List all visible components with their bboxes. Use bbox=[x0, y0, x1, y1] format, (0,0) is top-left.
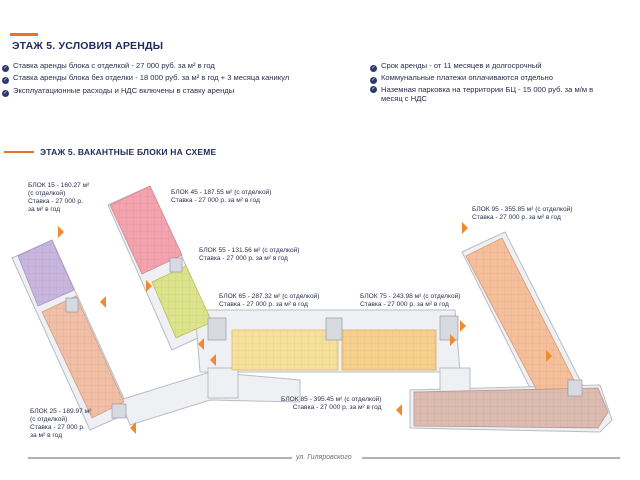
block-85-label: БЛОК 85 - 395.45 м² (с отделкой) Ставка - 27 000 р. за м² в год bbox=[281, 396, 382, 411]
block-65-area bbox=[232, 330, 338, 370]
block-75-label: БЛОК 75 - 243.98 м² (с отделкой) Ставка - 27 000 р. за м² в год bbox=[360, 293, 461, 308]
check-bullet-icon: ✓ bbox=[371, 86, 376, 92]
block-95-area bbox=[466, 238, 578, 404]
check-bullet-icon: ✓ bbox=[371, 65, 376, 71]
condition-item: ✓ Срок аренды - от 11 месяцев и долгосрочный bbox=[371, 61, 542, 71]
conditions-title: ЭТАЖ 5. УСЛОВИЯ АРЕНДЫ bbox=[12, 40, 164, 52]
check-bullet-icon: ✓ bbox=[3, 65, 8, 71]
block-25-area bbox=[42, 296, 124, 418]
condition-item: ✓ Ставка аренды блока без отделки - 18 000 руб. за м² в год + 3 месяца каникул bbox=[3, 73, 290, 83]
check-bullet-icon: ✓ bbox=[3, 77, 8, 83]
condition-item: ✓ Ставка аренды блока с отделкой - 27 000 руб. за м² в год bbox=[3, 61, 215, 71]
block-95-label: БЛОК 95 - 355.85 м² (с отделкой) Ставка - 27 000 р. за м² в год bbox=[472, 206, 573, 221]
vacant-title: ЭТАЖ 5. ВАКАНТНЫЕ БЛОКИ НА СХЕМЕ bbox=[40, 147, 217, 157]
block-25-label: БЛОК 25 - 189.97 м² (с отделкой) Ставка - 27 000 р. за м² в год bbox=[30, 408, 92, 439]
check-bullet-icon: ✓ bbox=[3, 90, 8, 96]
check-bullet-icon: ✓ bbox=[371, 77, 376, 83]
block-65-label: БЛОК 65 - 287.32 м² (с отделкой) Ставка - 27 000 р. за м² в год bbox=[219, 293, 320, 308]
condition-item: ✓ Коммунальные платежи оплачиваются отдельно bbox=[371, 73, 553, 83]
condition-item: ✓ Эксплуатационные расходы и НДС включены в ставку аренды bbox=[3, 86, 235, 96]
block-15-label: БЛОК 15 - 160.27 м² (с отделкой) Ставка - 27 000 р. за м² в год bbox=[28, 182, 90, 213]
street-name: ул. Гиляровского bbox=[296, 454, 352, 461]
condition-item: ✓ Наземная парковка на территории БЦ - 15 000 руб. за м/м в месяц с НДС bbox=[371, 85, 594, 103]
block-45-label: БЛОК 45 - 187.55 м² (с отделкой) Ставка - 27 000 р. за м² в год bbox=[171, 189, 272, 204]
block-55-label: БЛОК 55 - 131.56 м² (с отделкой) Ставка - 27 000 р. за м² в год bbox=[199, 247, 300, 262]
block-75-area bbox=[342, 330, 436, 370]
